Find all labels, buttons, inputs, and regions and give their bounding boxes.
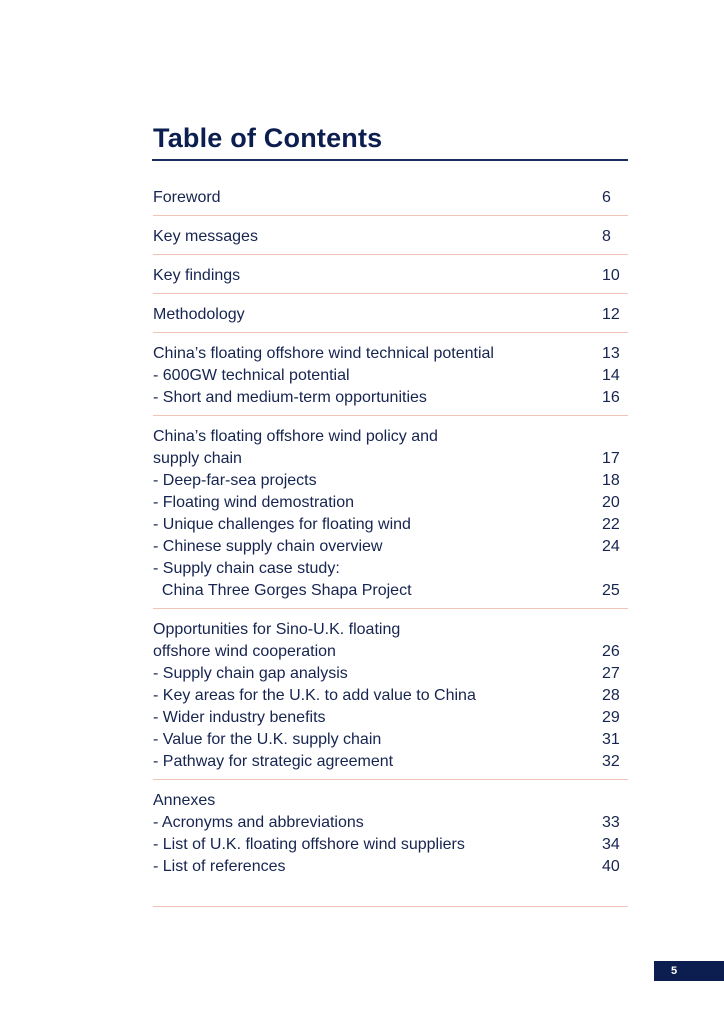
toc-page-number[interactable]: 26 [602, 643, 620, 660]
toc-entry[interactable]: - Supply chain gap analysis [153, 665, 348, 682]
section-divider [153, 254, 628, 255]
toc-page-number[interactable]: 18 [602, 472, 620, 489]
section-divider [153, 608, 628, 609]
toc-entry[interactable]: - List of U.K. floating offshore wind suppliers [153, 836, 465, 853]
toc-entry[interactable]: - Pathway for strategic agreement [153, 753, 394, 770]
toc-page-number[interactable]: 28 [602, 687, 620, 704]
toc-page-number[interactable]: 17 [602, 450, 620, 467]
toc-entry[interactable]: China’s floating offshore wind policy and [153, 428, 438, 445]
toc-page-number[interactable]: 31 [602, 731, 620, 748]
section-divider [153, 293, 628, 294]
section-divider [153, 415, 628, 416]
toc-entry[interactable]: Key findings [153, 267, 241, 284]
toc-page-number[interactable]: 20 [602, 494, 620, 511]
toc-entry[interactable]: - Supply chain case study: [153, 560, 340, 577]
toc-page-number[interactable]: 8 [602, 228, 611, 245]
toc-page-number[interactable]: 16 [602, 389, 620, 406]
toc-entry[interactable]: - Short and medium-term opportunities [153, 389, 427, 406]
toc-entry[interactable]: - Chinese supply chain overview [153, 538, 383, 555]
toc-entry[interactable]: China Three Gorges Shapa Project [153, 582, 412, 599]
toc-page-number[interactable]: 27 [602, 665, 620, 682]
toc-entry[interactable]: - Deep-far-sea projects [153, 472, 317, 489]
title-divider [152, 159, 628, 161]
page-number-badge: 5 [654, 961, 724, 981]
toc-entry[interactable]: - Unique challenges for floating wind [153, 516, 411, 533]
toc-entry[interactable]: Methodology [153, 306, 245, 323]
toc-page-number[interactable]: 29 [602, 709, 620, 726]
toc-entry[interactable]: offshore wind cooperation [153, 643, 336, 660]
toc-page-number[interactable]: 6 [602, 189, 611, 206]
toc-entry[interactable]: China’s floating offshore wind technical potential [153, 345, 494, 362]
toc-entry[interactable]: supply chain [153, 450, 242, 467]
section-divider [153, 332, 628, 333]
toc-page-number[interactable]: 33 [602, 814, 620, 831]
toc-page-number[interactable]: 32 [602, 753, 620, 770]
section-divider [153, 906, 628, 907]
toc-entry[interactable]: Opportunities for Sino-U.K. floating [153, 621, 401, 638]
toc-entry[interactable]: - Key areas for the U.K. to add value to China [153, 687, 476, 704]
toc-page-number[interactable]: 25 [602, 582, 620, 599]
section-divider [153, 215, 628, 216]
toc-page-number[interactable]: 10 [602, 267, 620, 284]
toc-page-number[interactable]: 40 [602, 858, 620, 875]
toc-entry[interactable]: - List of references [153, 858, 286, 875]
toc-entry[interactable]: - 600GW technical potential [153, 367, 350, 384]
toc-entry[interactable]: - Value for the U.K. supply chain [153, 731, 382, 748]
toc-page-number[interactable]: 24 [602, 538, 620, 555]
toc-entry[interactable]: Key messages [153, 228, 258, 245]
toc-page-number[interactable]: 12 [602, 306, 620, 323]
toc-entry[interactable]: - Wider industry benefits [153, 709, 326, 726]
toc-page-number[interactable]: 22 [602, 516, 620, 533]
toc-page-number[interactable]: 14 [602, 367, 620, 384]
toc-entry[interactable]: Foreword [153, 189, 221, 206]
toc-page-number[interactable]: 13 [602, 345, 620, 362]
toc-entry[interactable]: - Floating wind demostration [153, 494, 354, 511]
section-divider [153, 779, 628, 780]
toc-entry[interactable]: - Acronyms and abbreviations [153, 814, 364, 831]
page-title: Table of Contents [153, 123, 383, 153]
toc-page-number[interactable]: 34 [602, 836, 620, 853]
toc-entry[interactable]: Annexes [153, 792, 216, 809]
